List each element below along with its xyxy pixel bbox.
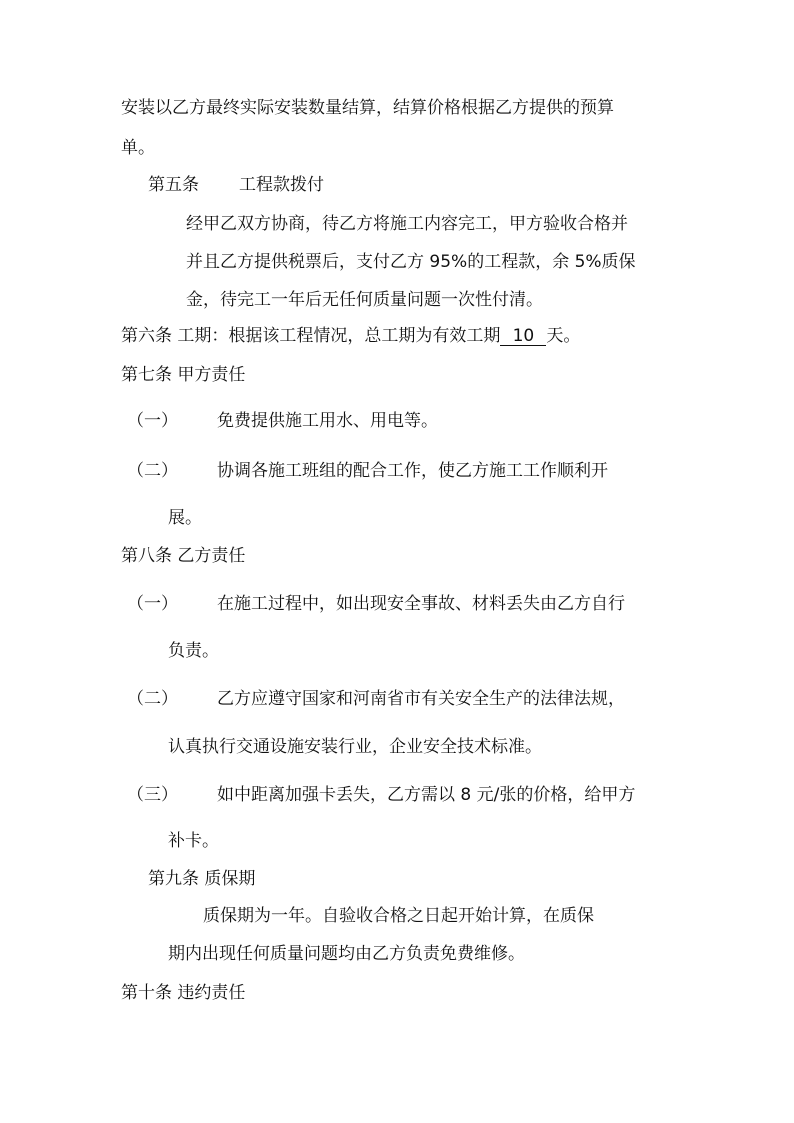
article-5-body-line-3: 金，待完工一年后无任何质量问题一次性付清。 [186, 290, 543, 310]
article-9-body-line-2: 期内出现任何质量问题均由乙方负责免费维修。 [168, 944, 525, 964]
article-8-item-1-continuation: 负责。 [168, 641, 219, 661]
article-5-body-line-1: 经甲乙双方协商，待乙方将施工内容完工，甲方验收合格并 [186, 214, 628, 234]
article-7-item-2-number: （二） [127, 461, 178, 481]
article-9-heading: 第九条 质保期 [148, 869, 256, 889]
article-8-item-2-number: （二） [127, 689, 178, 709]
settlement-line-1: 安装以乙方最终实际安装数量结算，结算价格根据乙方提供的预算 [121, 98, 614, 118]
article-8-item-2-text: 乙方应遵守国家和河南省市有关安全生产的法律法规， [217, 689, 625, 709]
article-9-body-line-1: 质保期为一年。自验收合格之日起开始计算，在质保 [203, 906, 594, 926]
article-5-title: 工程款拨付 [239, 175, 324, 195]
article-8-item-1-number: （一） [127, 594, 178, 614]
article-5-body-line-2: 并且乙方提供税票后，支付乙方 95%的工程款，余 5%质保 [186, 252, 636, 272]
article-8-item-1-text: 在施工过程中，如出现安全事故、材料丢失由乙方自行 [217, 594, 625, 614]
work-period-days: 10 [500, 327, 546, 346]
article-6-line [121, 325, 580, 347]
article-8-item-2-continuation: 认真执行交通设施安装行业，企业安全技术标准。 [168, 737, 542, 757]
settlement-line-2: 单。 [121, 138, 155, 158]
article-7-item-2-text: 协调各施工班组的配合工作，使乙方施工工作顺利开 [217, 461, 608, 481]
article-7-item-2-continuation: 展。 [168, 508, 202, 528]
article-6-suffix: 天。 [546, 326, 581, 346]
article-8-item-3-continuation: 补卡。 [168, 831, 219, 851]
article-6-prefix: 第六条 工期：根据该工程情况，总工期为有效工期 [121, 326, 501, 346]
article-5-heading [148, 174, 324, 196]
article-8-item-3-number: （三） [127, 785, 178, 805]
article-7-heading: 第七条 甲方责任 [121, 365, 246, 385]
article-8-item-3-text: 如中距离加强卡丢失，乙方需以 8 元/张的价格，给甲方 [217, 785, 636, 805]
article-10-heading: 第十条 违约责任 [121, 983, 246, 1003]
article-7-item-1-number: （一） [127, 411, 178, 431]
article-7-item-1-text: 免费提供施工用水、用电等。 [217, 411, 438, 431]
article-5-number: 第五条 [148, 175, 199, 195]
article-8-heading: 第八条 乙方责任 [121, 546, 246, 566]
